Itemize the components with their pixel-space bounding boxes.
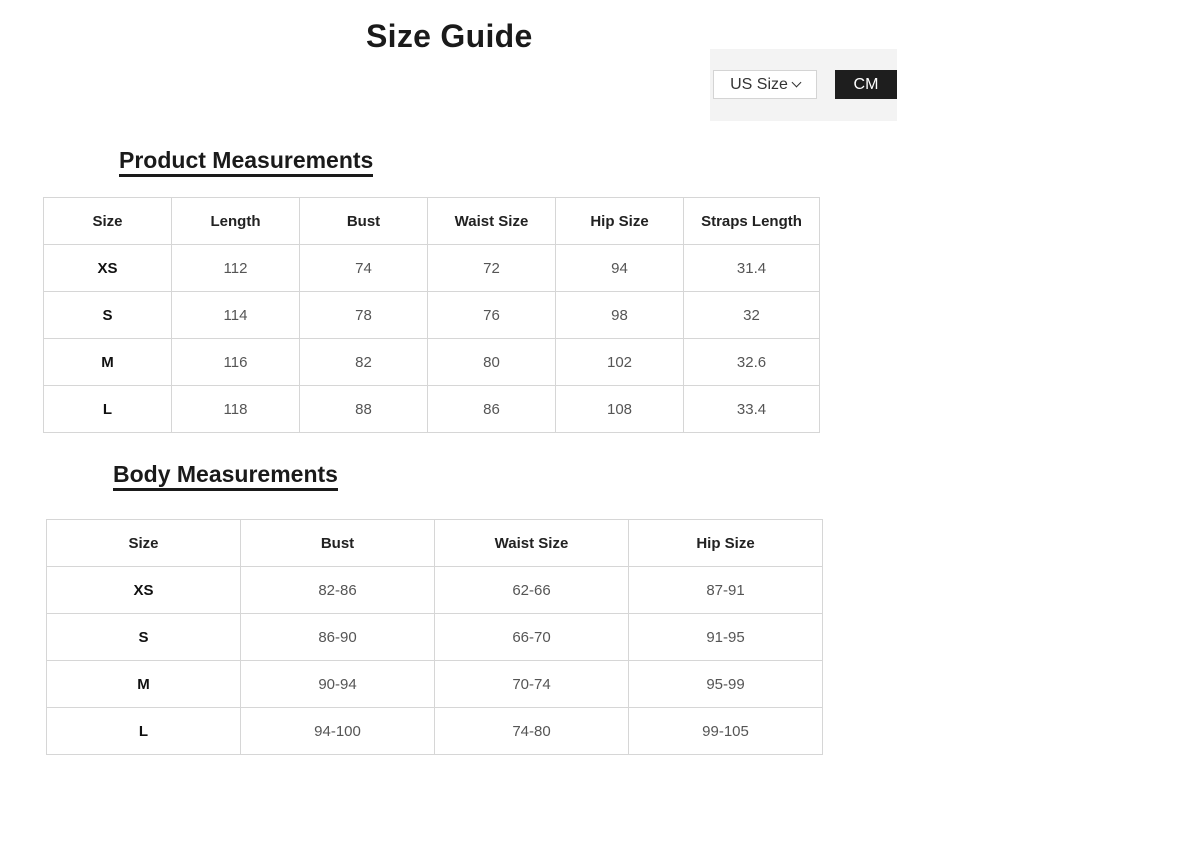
table-header-row (47, 520, 823, 567)
column-header: Hip Size (629, 520, 823, 567)
cm-unit-button[interactable]: CM (835, 70, 897, 99)
column-header: Size (44, 198, 172, 245)
size-cell: M (44, 339, 172, 386)
table-cell: 94 (556, 245, 684, 292)
table-cell: 80 (428, 339, 556, 386)
product-measurements-heading: Product Measurements (119, 146, 373, 177)
table-cell: 112 (172, 245, 300, 292)
table-cell: 116 (172, 339, 300, 386)
column-header: Waist Size (428, 198, 556, 245)
table-cell: 102 (556, 339, 684, 386)
table-cell: 95-99 (629, 661, 823, 708)
table-cell: 32.6 (684, 339, 820, 386)
table-cell: 82-86 (241, 567, 435, 614)
table-cell: 98 (556, 292, 684, 339)
table-row (44, 339, 820, 386)
table-cell: 76 (428, 292, 556, 339)
table-row (47, 708, 823, 755)
table-cell: 78 (300, 292, 428, 339)
size-cell: S (44, 292, 172, 339)
table-cell: 82 (300, 339, 428, 386)
page-title: Size Guide (366, 18, 533, 54)
table-cell: 32 (684, 292, 820, 339)
column-header: Waist Size (435, 520, 629, 567)
table-cell: 86-90 (241, 614, 435, 661)
table-cell: 86 (428, 386, 556, 433)
unit-selector-panel (710, 49, 897, 121)
table-row (44, 386, 820, 433)
table-cell: 74-80 (435, 708, 629, 755)
table-cell: 99-105 (629, 708, 823, 755)
column-header: Length (172, 198, 300, 245)
size-system-dropdown[interactable] (713, 70, 817, 99)
table-cell: 66-70 (435, 614, 629, 661)
size-cell: XS (44, 245, 172, 292)
size-cell: S (47, 614, 241, 661)
size-cell: L (47, 708, 241, 755)
table-cell: 94-100 (241, 708, 435, 755)
column-header: Bust (300, 198, 428, 245)
table-cell: 114 (172, 292, 300, 339)
table-cell: 70-74 (435, 661, 629, 708)
size-system-label: US Size (730, 75, 788, 93)
body-measurements-heading: Body Measurements (113, 460, 338, 491)
column-header: Hip Size (556, 198, 684, 245)
table-row (47, 661, 823, 708)
table-cell: 108 (556, 386, 684, 433)
table-cell: 74 (300, 245, 428, 292)
table-header-row (44, 198, 820, 245)
table-cell: 72 (428, 245, 556, 292)
table-cell: 87-91 (629, 567, 823, 614)
table-cell: 33.4 (684, 386, 820, 433)
product-measurements-table (43, 197, 820, 433)
table-cell: 90-94 (241, 661, 435, 708)
table-row (44, 292, 820, 339)
column-header: Straps Length (684, 198, 820, 245)
body-measurements-table (46, 519, 823, 755)
table-cell: 118 (172, 386, 300, 433)
size-cell: L (44, 386, 172, 433)
size-cell: XS (47, 567, 241, 614)
table-row (44, 245, 820, 292)
column-header: Bust (241, 520, 435, 567)
size-cell: M (47, 661, 241, 708)
chevron-down-icon (791, 78, 801, 88)
table-cell: 62-66 (435, 567, 629, 614)
table-cell: 88 (300, 386, 428, 433)
column-header: Size (47, 520, 241, 567)
table-cell: 31.4 (684, 245, 820, 292)
table-row (47, 567, 823, 614)
table-cell: 91-95 (629, 614, 823, 661)
table-row (47, 614, 823, 661)
